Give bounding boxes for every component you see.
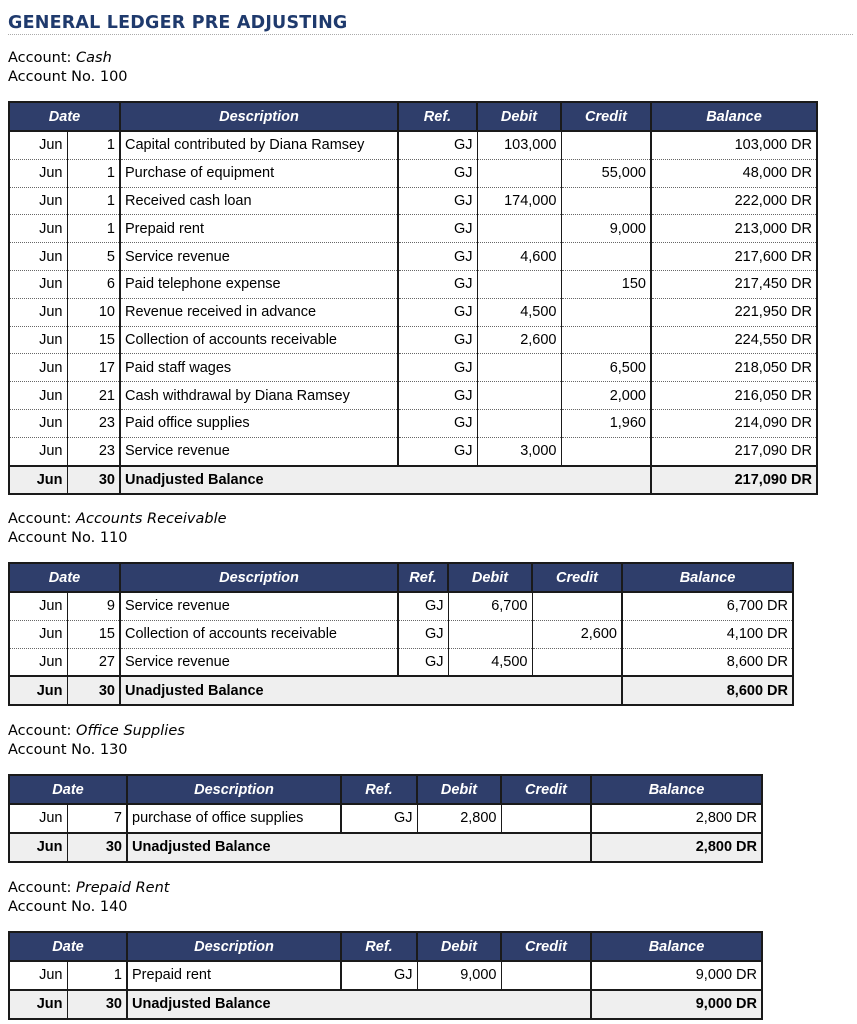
- table-row: [9, 648, 793, 676]
- description-cell: Prepaid rent: [127, 961, 341, 990]
- table-row: [9, 326, 817, 354]
- month-cell: Jun: [9, 961, 67, 990]
- total-month-cell: Jun: [9, 676, 67, 705]
- date-column-header: Date: [9, 102, 120, 131]
- balance-cell: 9,000 DR: [591, 961, 762, 990]
- account-number-label: Account No.: [8, 742, 96, 758]
- month-cell: Jun: [9, 804, 67, 833]
- account-number-label: Account No.: [8, 899, 96, 915]
- description-cell: purchase of office supplies: [127, 804, 341, 833]
- debit-column-header: Debit: [417, 775, 501, 804]
- table-row: [9, 592, 793, 620]
- month-cell: Jun: [9, 382, 67, 410]
- debit-cell: [477, 270, 561, 298]
- account-number: 110: [99, 530, 128, 546]
- total-balance-cell: 8,600 DR: [622, 676, 793, 705]
- total-month-cell: Jun: [9, 466, 67, 495]
- account-number-label: Account No.: [8, 530, 96, 546]
- ref-cell: GJ: [398, 382, 477, 410]
- account-number: 130: [99, 742, 128, 758]
- account-label: Account:: [8, 50, 72, 66]
- debit-column-header: Debit: [448, 563, 532, 592]
- date-column-header: Date: [9, 932, 127, 961]
- header-row: [9, 775, 762, 804]
- account-number-label: Account No.: [8, 69, 96, 85]
- month-cell: Jun: [9, 592, 67, 620]
- balance-cell: 2,800 DR: [591, 804, 762, 833]
- ref-cell: GJ: [398, 437, 477, 465]
- day-cell: 5: [67, 243, 120, 271]
- credit-column-header: Credit: [501, 932, 591, 961]
- account-name-line: [8, 879, 169, 898]
- description-cell: Collection of accounts receivable: [120, 326, 398, 354]
- debit-cell: 2,600: [477, 326, 561, 354]
- ref-cell: GJ: [398, 131, 477, 159]
- debit-cell: [477, 409, 561, 437]
- debit-cell: [477, 354, 561, 382]
- ref-cell: GJ: [398, 620, 448, 648]
- balance-cell: 48,000 DR: [651, 159, 817, 187]
- table-row: [9, 437, 817, 465]
- account-name: Accounts Receivable: [76, 511, 227, 527]
- total-month-cell: Jun: [9, 990, 67, 1019]
- debit-cell: 4,500: [477, 298, 561, 326]
- ref-column-header: Ref.: [398, 563, 448, 592]
- day-cell: 15: [67, 620, 120, 648]
- debit-cell: 3,000: [477, 437, 561, 465]
- ref-cell: GJ: [398, 243, 477, 271]
- credit-cell: [561, 437, 651, 465]
- account-number-line: [8, 741, 185, 760]
- total-row: [9, 833, 762, 862]
- debit-column-header: Debit: [477, 102, 561, 131]
- ref-cell: GJ: [398, 648, 448, 676]
- ledger-table: [8, 774, 763, 863]
- account-name-line: [8, 722, 185, 741]
- credit-cell: [561, 326, 651, 354]
- header-row: [9, 932, 762, 961]
- total-description-cell: Unadjusted Balance: [127, 833, 591, 862]
- ref-cell: GJ: [398, 159, 477, 187]
- day-cell: 23: [67, 409, 120, 437]
- day-cell: 9: [67, 592, 120, 620]
- account-number: 100: [99, 69, 128, 85]
- credit-column-header: Credit: [532, 563, 622, 592]
- debit-cell: [477, 159, 561, 187]
- credit-cell: [532, 648, 622, 676]
- account-header: [8, 510, 227, 548]
- balance-cell: 217,600 DR: [651, 243, 817, 271]
- day-cell: 17: [67, 354, 120, 382]
- description-cell: Capital contributed by Diana Ramsey: [120, 131, 398, 159]
- description-cell: Prepaid rent: [120, 215, 398, 243]
- total-day-cell: 30: [67, 466, 120, 495]
- month-cell: Jun: [9, 298, 67, 326]
- ledger-table: [8, 562, 794, 706]
- account-header: [8, 49, 128, 87]
- month-cell: Jun: [9, 215, 67, 243]
- ref-cell: GJ: [398, 592, 448, 620]
- description-cell: Service revenue: [120, 592, 398, 620]
- day-cell: 23: [67, 437, 120, 465]
- header-row: [9, 563, 793, 592]
- credit-cell: 2,600: [532, 620, 622, 648]
- debit-cell: [448, 620, 532, 648]
- total-balance-cell: 9,000 DR: [591, 990, 762, 1019]
- month-cell: Jun: [9, 437, 67, 465]
- month-cell: Jun: [9, 187, 67, 215]
- date-column-header: Date: [9, 563, 120, 592]
- table-row: [9, 159, 817, 187]
- balance-cell: 214,090 DR: [651, 409, 817, 437]
- ref-column-header: Ref.: [341, 932, 417, 961]
- balance-cell: 218,050 DR: [651, 354, 817, 382]
- day-cell: 7: [67, 804, 127, 833]
- description-cell: Revenue received in advance: [120, 298, 398, 326]
- ref-column-header: Ref.: [398, 102, 477, 131]
- description-cell: Service revenue: [120, 648, 398, 676]
- total-row: [9, 990, 762, 1019]
- table-row: [9, 270, 817, 298]
- account-name: Office Supplies: [76, 723, 185, 739]
- page-title: GENERAL LEDGER PRE ADJUSTING: [8, 13, 853, 35]
- month-cell: Jun: [9, 159, 67, 187]
- total-month-cell: Jun: [9, 833, 67, 862]
- balance-cell: 213,000 DR: [651, 215, 817, 243]
- description-cell: Paid office supplies: [120, 409, 398, 437]
- total-row: [9, 676, 793, 705]
- day-cell: 27: [67, 648, 120, 676]
- debit-cell: 6,700: [448, 592, 532, 620]
- day-cell: 6: [67, 270, 120, 298]
- date-column-header: Date: [9, 775, 127, 804]
- table-row: [9, 354, 817, 382]
- ref-cell: GJ: [398, 326, 477, 354]
- debit-cell: 2,800: [417, 804, 501, 833]
- debit-cell: 4,600: [477, 243, 561, 271]
- table-row: [9, 804, 762, 833]
- debit-cell: 174,000: [477, 187, 561, 215]
- day-cell: 1: [67, 187, 120, 215]
- account-header: [8, 879, 169, 917]
- table-row: [9, 243, 817, 271]
- total-day-cell: 30: [67, 833, 127, 862]
- debit-column-header: Debit: [417, 932, 501, 961]
- description-cell: Service revenue: [120, 437, 398, 465]
- balance-cell: 221,950 DR: [651, 298, 817, 326]
- day-cell: 21: [67, 382, 120, 410]
- credit-cell: [532, 592, 622, 620]
- day-cell: 1: [67, 131, 120, 159]
- account-name-line: [8, 510, 227, 529]
- total-balance-cell: 2,800 DR: [591, 833, 762, 862]
- credit-cell: [561, 298, 651, 326]
- balance-cell: 217,450 DR: [651, 270, 817, 298]
- table-row: [9, 131, 817, 159]
- balance-cell: 216,050 DR: [651, 382, 817, 410]
- debit-cell: 103,000: [477, 131, 561, 159]
- total-description-cell: Unadjusted Balance: [127, 990, 591, 1019]
- month-cell: Jun: [9, 409, 67, 437]
- day-cell: 10: [67, 298, 120, 326]
- account-name: Prepaid Rent: [76, 880, 170, 896]
- description-column-header: Description: [127, 775, 341, 804]
- month-cell: Jun: [9, 243, 67, 271]
- balance-column-header: Balance: [651, 102, 817, 131]
- credit-column-header: Credit: [561, 102, 651, 131]
- credit-cell: 55,000: [561, 159, 651, 187]
- table-row: [9, 215, 817, 243]
- day-cell: 1: [67, 215, 120, 243]
- account-number-line: [8, 898, 169, 917]
- credit-cell: 2,000: [561, 382, 651, 410]
- debit-cell: 4,500: [448, 648, 532, 676]
- account-label: Account:: [8, 880, 72, 896]
- month-cell: Jun: [9, 648, 67, 676]
- total-day-cell: 30: [67, 676, 120, 705]
- description-column-header: Description: [127, 932, 341, 961]
- month-cell: Jun: [9, 326, 67, 354]
- table-row: [9, 298, 817, 326]
- table-row: [9, 382, 817, 410]
- table-row: [9, 187, 817, 215]
- debit-cell: [477, 382, 561, 410]
- description-cell: Received cash loan: [120, 187, 398, 215]
- month-cell: Jun: [9, 620, 67, 648]
- balance-cell: 217,090 DR: [651, 437, 817, 465]
- account-number: 140: [99, 899, 128, 915]
- debit-cell: [477, 215, 561, 243]
- credit-cell: 1,960: [561, 409, 651, 437]
- description-column-header: Description: [120, 102, 398, 131]
- balance-cell: 8,600 DR: [622, 648, 793, 676]
- day-cell: 1: [67, 159, 120, 187]
- total-description-cell: Unadjusted Balance: [120, 676, 622, 705]
- ref-cell: GJ: [398, 215, 477, 243]
- balance-cell: 103,000 DR: [651, 131, 817, 159]
- description-cell: Paid telephone expense: [120, 270, 398, 298]
- description-cell: Service revenue: [120, 243, 398, 271]
- balance-column-header: Balance: [591, 775, 762, 804]
- description-cell: Cash withdrawal by Diana Ramsey: [120, 382, 398, 410]
- credit-cell: [501, 961, 591, 990]
- debit-cell: 9,000: [417, 961, 501, 990]
- credit-cell: 6,500: [561, 354, 651, 382]
- balance-column-header: Balance: [591, 932, 762, 961]
- description-cell: Paid staff wages: [120, 354, 398, 382]
- ref-cell: GJ: [398, 298, 477, 326]
- day-cell: 1: [67, 961, 127, 990]
- total-description-cell: Unadjusted Balance: [120, 466, 651, 495]
- table-row: [9, 620, 793, 648]
- account-number-line: [8, 529, 227, 548]
- ref-cell: GJ: [398, 354, 477, 382]
- account-name-line: [8, 49, 128, 68]
- credit-cell: [501, 804, 591, 833]
- credit-cell: 9,000: [561, 215, 651, 243]
- account-header: [8, 722, 185, 760]
- total-balance-cell: 217,090 DR: [651, 466, 817, 495]
- credit-column-header: Credit: [501, 775, 591, 804]
- total-day-cell: 30: [67, 990, 127, 1019]
- credit-cell: [561, 243, 651, 271]
- description-cell: Purchase of equipment: [120, 159, 398, 187]
- ref-cell: GJ: [341, 804, 417, 833]
- balance-column-header: Balance: [622, 563, 793, 592]
- day-cell: 15: [67, 326, 120, 354]
- ref-cell: GJ: [398, 187, 477, 215]
- account-label: Account:: [8, 511, 72, 527]
- month-cell: Jun: [9, 354, 67, 382]
- description-column-header: Description: [120, 563, 398, 592]
- ledger-table: [8, 101, 818, 495]
- month-cell: Jun: [9, 270, 67, 298]
- account-name: Cash: [76, 50, 112, 66]
- credit-cell: 150: [561, 270, 651, 298]
- credit-cell: [561, 187, 651, 215]
- month-cell: Jun: [9, 131, 67, 159]
- credit-cell: [561, 131, 651, 159]
- balance-cell: 224,550 DR: [651, 326, 817, 354]
- table-row: [9, 409, 817, 437]
- header-row: [9, 102, 817, 131]
- total-row: [9, 466, 817, 495]
- balance-cell: 6,700 DR: [622, 592, 793, 620]
- ledger-table: [8, 931, 763, 1020]
- account-label: Account:: [8, 723, 72, 739]
- ref-cell: GJ: [341, 961, 417, 990]
- table-row: [9, 961, 762, 990]
- ref-cell: GJ: [398, 409, 477, 437]
- ref-column-header: Ref.: [341, 775, 417, 804]
- balance-cell: 222,000 DR: [651, 187, 817, 215]
- balance-cell: 4,100 DR: [622, 620, 793, 648]
- description-cell: Collection of accounts receivable: [120, 620, 398, 648]
- account-number-line: [8, 68, 128, 87]
- ref-cell: GJ: [398, 270, 477, 298]
